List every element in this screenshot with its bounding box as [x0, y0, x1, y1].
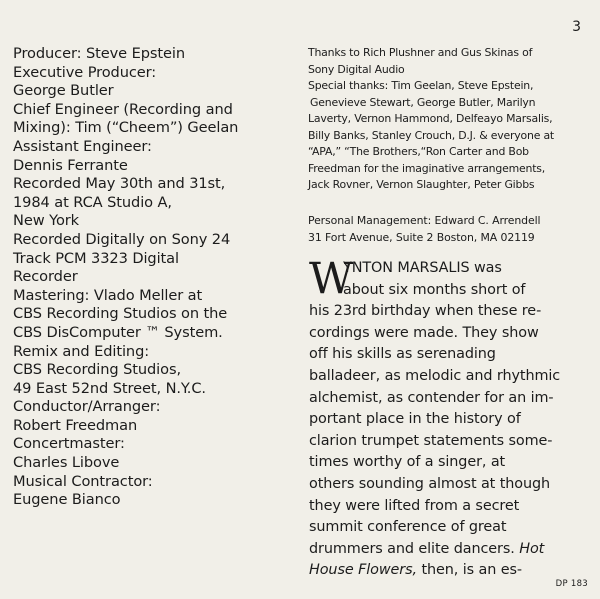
management-block — [308, 212, 593, 246]
catalog-number: DP 183 — [555, 579, 588, 589]
essay-line: they were lifted from a secret — [309, 497, 520, 514]
credit-line: CBS Recording Studios, — [13, 361, 182, 379]
thanks-line: Genevieve Stewart, George Butler, Marilyn — [310, 95, 536, 109]
credit-line: 49 East 52nd Street, N.Y.C. — [13, 379, 206, 397]
credit-line: CBS DisComputer ™ System. — [13, 323, 223, 341]
credit-line: Mixing): Tim (“Cheem”) Geelan — [13, 119, 239, 137]
credit-line: Recorder — [13, 268, 78, 286]
credit-line: Chief Engineer (Recording and — [13, 100, 233, 118]
essay-line: cordings were made. They show — [309, 324, 539, 341]
thanks-line: Freedman for the imaginative arrangements, — [308, 161, 546, 175]
credit-line: Track PCM 3323 Digital — [13, 249, 179, 267]
credit-line: Concertmaster: — [13, 435, 125, 453]
essay-text: then, is an es- — [416, 562, 522, 579]
essay-text: drummers and elite dancers. — [309, 540, 515, 557]
management-line: Personal Management: Edward C. Arrendell — [308, 214, 541, 227]
thanks-block — [308, 45, 593, 194]
essay-line: others sounding almost at though — [309, 475, 551, 492]
album-title-italic: Hot — [519, 540, 545, 557]
essay-line — [309, 560, 584, 582]
thanks-line: Sony Digital Audio — [308, 62, 405, 76]
thanks-line: Jack Rovner, Vernon Slaughter, Peter Gibbs — [308, 178, 535, 191]
thanks-line: “APA,” “The Brothers,“Ron Carter and Bob — [308, 145, 529, 158]
essay-line: his 23rd birthday when these re- — [309, 303, 542, 320]
credit-line: Producer: Steve Epstein — [13, 45, 185, 62]
essay-line: about six months short of — [343, 281, 526, 298]
credit-line: Eugene Bianco — [13, 491, 121, 509]
essay-line: YNTON MARSALIS was — [343, 260, 502, 276]
credit-line: Executive Producer: — [13, 63, 157, 81]
credit-line: Robert Freedman — [13, 416, 138, 434]
thanks-line: Special thanks: Tim Geelan, Steve Epstein, — [308, 79, 534, 92]
credit-line: CBS Recording Studios on the — [13, 305, 228, 323]
essay-line: times worthy of a singer, at — [309, 454, 506, 471]
credit-line: George Butler — [13, 82, 114, 100]
credit-line: Remix and Editing: — [13, 342, 150, 360]
essay-line: alchemist, as contender for an im- — [309, 389, 554, 406]
thanks-line: Laverty, Vernon Hammond, Delfeayo Marsalis, — [308, 112, 553, 125]
credit-line: Conductor/Arranger: — [13, 398, 161, 416]
liner-notes-essay — [309, 254, 584, 582]
credits-column — [13, 45, 283, 510]
drop-cap: W — [309, 254, 354, 304]
credit-line: New York — [13, 212, 80, 230]
essay-line: clarion trumpet statements some- — [309, 432, 553, 449]
credit-line: Dennis Ferrante — [13, 156, 128, 174]
credit-line: Mastering: Vlado Meller at — [13, 286, 203, 304]
page-number: 3 — [572, 19, 581, 35]
management-line: 31 Fort Avenue, Suite 2 Boston, MA 02119 — [308, 231, 535, 244]
essay-line: balladeer, as melodic and rhythmic — [309, 367, 561, 384]
credit-line: Recorded Digitally on Sony 24 — [13, 230, 231, 248]
album-title-italic: House Flowers, — [309, 562, 417, 579]
thanks-line: Billy Banks, Stanley Crouch, D.J. & everyone at — [308, 128, 554, 142]
credit-line: Assistant Engineer: — [13, 137, 152, 155]
essay-line: off his skills as serenading — [309, 346, 496, 363]
essay-line: portant place in the history of — [309, 411, 521, 428]
credit-line: Charles Libove — [13, 454, 120, 472]
thanks-line: Thanks to Rich Plushner and Gus Skinas of — [308, 46, 533, 59]
essay-line: summit conference of great — [309, 519, 507, 536]
credit-line: 1984 at RCA Studio A, — [13, 193, 172, 211]
essay-line — [309, 539, 584, 561]
credit-line: Musical Contractor: — [13, 472, 153, 490]
credit-line: Recorded May 30th and 31st, — [13, 175, 226, 193]
